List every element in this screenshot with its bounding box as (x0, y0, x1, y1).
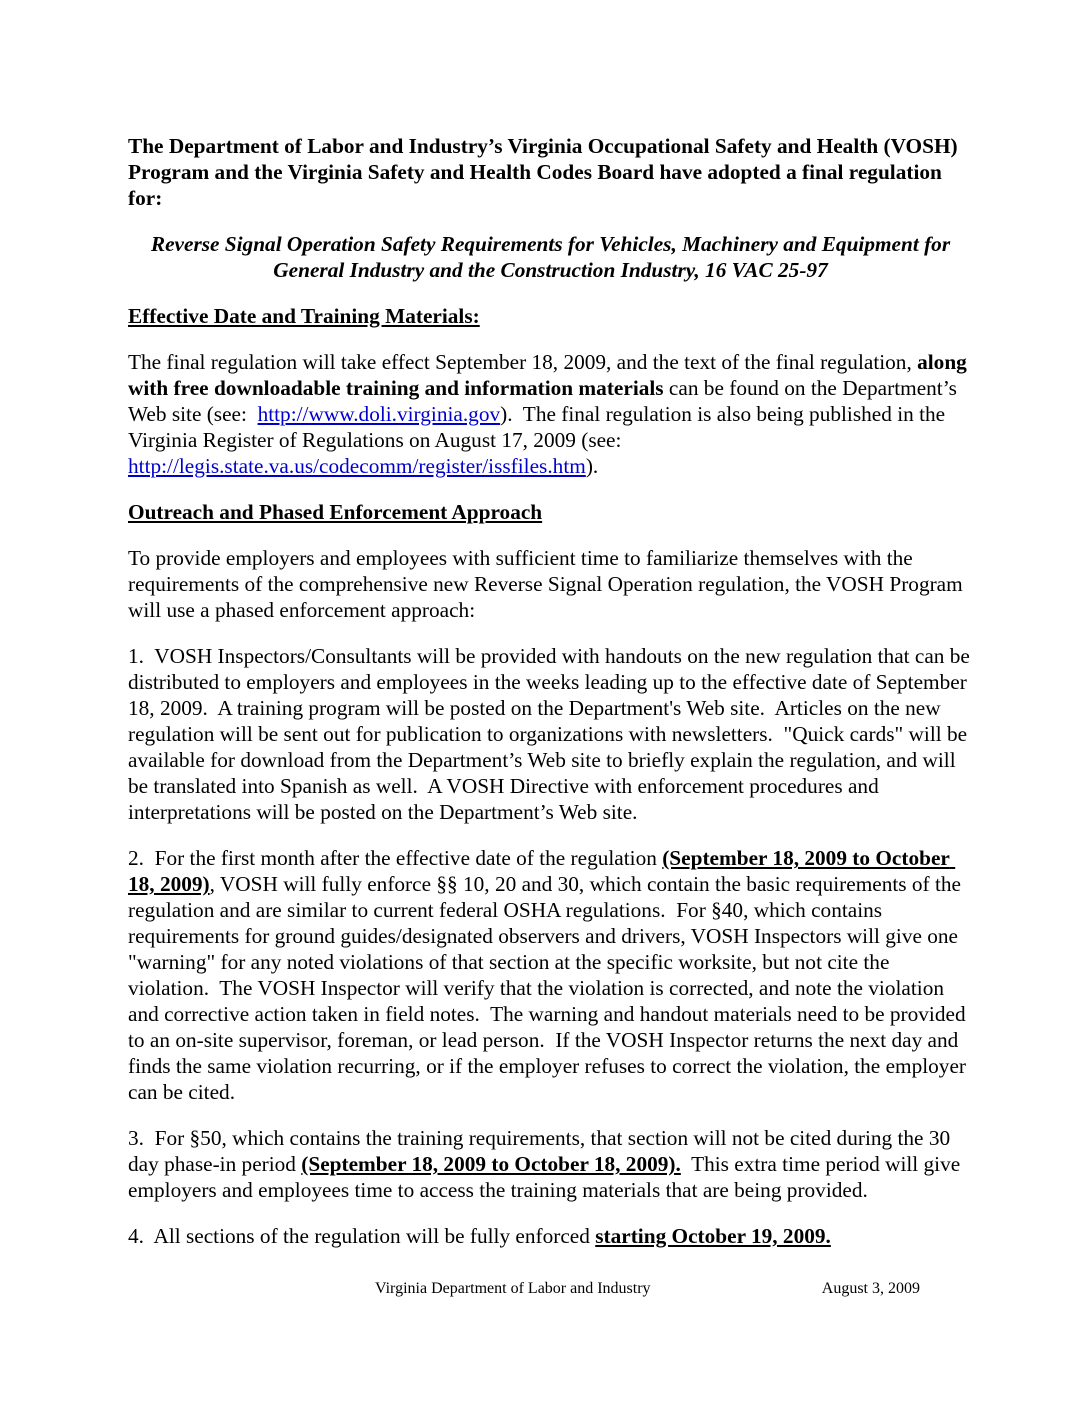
text-run: ). The final regulation is also being published in the Virginia Register of Regulations on August 17, 2009 (see: (128, 402, 951, 452)
text-run: 2. For the first month after the effective date of the regulation (128, 846, 663, 870)
outreach-intro-paragraph (128, 545, 973, 623)
effective-date-paragraph (128, 349, 973, 479)
text-run: can be found on the Department’s Web site (see: (128, 376, 962, 426)
text-run: The Department of Labor and Industry’s Virginia Occupational Safety and Health (VOSH) Program and the Virginia Safety and Health Codes Board have adopted a final regulation for: (128, 134, 963, 210)
footer-date: August 3, 2009 (821, 1280, 920, 1297)
text-run: This extra time period will give employers and employees time to access the training materials that are being provided. (128, 1152, 966, 1202)
regulation-title (128, 231, 973, 283)
text-run: 4. All sections of the regulation will be fully enforced (128, 1224, 596, 1248)
text-run: 1. VOSH Inspectors/Consultants will be provided with handouts on the new regulation that can be distributed to employers and employees in the weeks leading up to the effective date of September 18, 2009. A training program will be posted on the Department's Web site. Articles on the new regulation will be sent out for publication to organizations with newsletters. "Quick cards" will be available for download from the Department’s Web site to briefly explain the regulation, and will be translated into Spanish as well. A VOSH Directive with enforcement procedures and interpretations will be posted on the Department’s Web site. (128, 644, 976, 824)
phase-item-3 (128, 1125, 973, 1203)
text-run: (September 18, 2009 to October 18, 2009). (301, 1152, 681, 1176)
footer-organization: Virginia Department of Labor and Industry (375, 1280, 651, 1297)
text-run: The final regulation will take effect September 18, 2009, and the text of the final regulation, (128, 350, 918, 374)
doli-website-link[interactable]: http://www.doli.virginia.gov (257, 402, 501, 426)
document-body (128, 133, 976, 1269)
text-run: (September 18, 2009 to October 18, 2009) (128, 846, 956, 896)
text-run: To provide employers and employees with sufficient time to familiarize themselves with the requirements of the comprehensive new Reverse Signal Operation regulation, the VOSH Program will use a phased enforcement approach: (128, 546, 969, 622)
text-run: , VOSH will fully enforce §§ 10, 20 and 30, which contain the basic requirements of the regulation and are similar to current federal OSHA regulations. For §40, which contains requirements for ground guides/designated observers and drivers, VOSH Inspectors will give one "warning" for any noted violations of that section at the specific worksite, but not cite the violation. The VOSH Inspector will verify that the violation is corrected, and note the violation and corrective action taken in field notes. The warning and handout materials need to be provided to an on-site supervisor, foreman, or lead person. If the VOSH Inspector returns the next day and finds the same violation recurring, or if the employer refuses to correct the violation, the employer can be cited. (128, 872, 972, 1104)
phase-item-2 (128, 845, 973, 1105)
text-run: Effective Date and Training Materials: (128, 304, 480, 328)
text-run: starting October 19, 2009. (595, 1224, 831, 1248)
phase-item-1 (128, 643, 976, 825)
text-run: Outreach and Phased Enforcement Approach (128, 500, 543, 524)
text-run: Reverse Signal Operation Safety Requirements for Vehicles, Machinery and Equipment for General Industry and the Construction Industry, 16 VAC 25-97 (150, 232, 956, 282)
heading-outreach (128, 499, 973, 525)
text-run: along with free downloadable training and information materials (128, 350, 973, 400)
text-run: 3. For §50, which contains the training requirements, that section will not be cited during the 30 day phase-in period (128, 1126, 956, 1176)
intro-paragraph (128, 133, 973, 211)
page-footer (0, 1279, 1088, 1298)
heading-effective-date (128, 303, 973, 329)
virginia-register-link[interactable]: http://legis.state.va.us/codecomm/register/issfiles.htm (128, 454, 586, 478)
text-run: ). (585, 454, 599, 478)
phase-item-4 (128, 1223, 973, 1249)
